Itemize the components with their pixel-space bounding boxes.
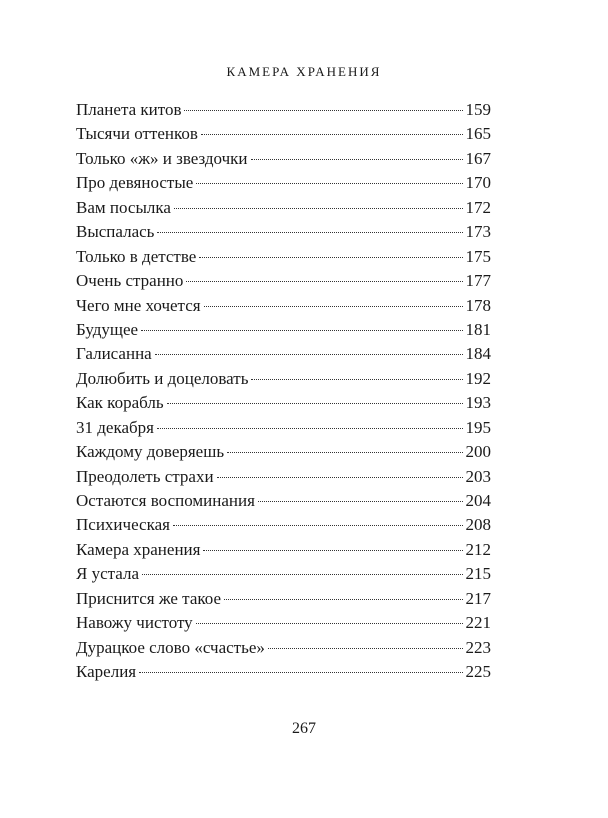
toc-entry-title: Остаются воспоминания	[76, 491, 255, 510]
dot-leader	[157, 428, 463, 429]
dot-leader	[142, 574, 463, 575]
toc-entry-page: 212	[465, 539, 491, 559]
toc-entry-page: 181	[465, 319, 491, 339]
toc-entry	[76, 122, 491, 146]
toc-entry-title: Навожу чистоту	[76, 613, 193, 633]
toc-entry	[76, 465, 491, 489]
dot-leader	[268, 648, 463, 649]
toc-entry-title: Очень странно	[76, 271, 184, 291]
toc-entry-page: 203	[465, 466, 491, 486]
toc-entry	[76, 391, 491, 415]
dot-leader	[251, 159, 463, 160]
toc-entry	[76, 367, 491, 391]
dot-leader	[224, 599, 462, 600]
table-of-contents	[76, 98, 491, 685]
dot-leader	[203, 550, 462, 551]
toc-entry-title: Вам посылка	[76, 197, 171, 217]
toc-entry	[76, 660, 491, 684]
toc-entry	[76, 611, 491, 635]
dot-leader	[199, 257, 462, 258]
toc-entry-page: 215	[465, 564, 491, 584]
toc-entry-page: 221	[465, 613, 491, 633]
toc-entry-page: 172	[465, 197, 491, 217]
toc-entry-title: Выспалась	[76, 222, 155, 242]
toc-entry	[76, 220, 491, 244]
toc-entry-title: Приснится же такое	[76, 588, 222, 608]
dot-leader	[204, 306, 463, 307]
toc-entry	[76, 416, 491, 440]
toc-entry-title: Планета китов	[76, 100, 182, 119]
toc-entry-page: 193	[465, 393, 491, 413]
toc-entry-title: Дурацкое слово «счастье»	[76, 637, 265, 657]
toc-entry	[76, 171, 491, 195]
dot-leader	[196, 183, 462, 184]
toc-entry	[76, 489, 491, 513]
toc-entry-page: 217	[465, 588, 491, 608]
toc-entry	[76, 562, 491, 586]
dot-leader	[258, 501, 463, 502]
toc-entry-title: Только «ж» и звездочки	[76, 148, 248, 168]
toc-entry-title: Как корабль	[76, 393, 164, 413]
toc-entry-page: 165	[465, 124, 491, 144]
toc-entry	[76, 636, 491, 660]
toc-entry	[76, 440, 491, 464]
dot-leader	[167, 403, 463, 404]
toc-entry-title: Про девяностые	[76, 173, 194, 193]
toc-entry-page: 167	[465, 148, 491, 168]
toc-entry	[76, 538, 491, 562]
toc-entry	[76, 342, 491, 366]
toc-entry-title: Каждому доверяешь	[76, 442, 225, 462]
toc-entry	[76, 269, 491, 293]
dot-leader	[141, 330, 462, 331]
toc-entry-page: 195	[465, 417, 491, 437]
toc-entry-page: 159	[465, 100, 491, 119]
dot-leader	[139, 672, 462, 673]
dot-leader	[196, 623, 463, 624]
toc-entry-page: 225	[465, 662, 491, 682]
toc-entry-page: 223	[465, 637, 491, 657]
toc-entry-title: Только в детстве	[76, 246, 197, 266]
toc-entry-title: Я устала	[76, 564, 139, 584]
toc-entry	[76, 294, 491, 318]
dot-leader	[157, 232, 462, 233]
toc-entry-page: 204	[465, 491, 491, 510]
toc-entry-title: Камера хранения	[76, 539, 201, 559]
toc-entry	[76, 147, 491, 171]
toc-entry-page: 192	[465, 368, 491, 388]
toc-entry-title: 31 декабря	[76, 417, 154, 437]
toc-entry-page: 184	[465, 344, 491, 364]
toc-entry	[76, 98, 491, 122]
page-number: 267	[292, 720, 316, 737]
toc-entry-page: 200	[465, 442, 491, 462]
toc-entry	[76, 587, 491, 611]
dot-leader	[174, 208, 463, 209]
toc-entry-page: 175	[465, 246, 491, 266]
toc-entry	[76, 196, 491, 220]
dot-leader	[155, 354, 463, 355]
toc-entry-page: 178	[465, 295, 491, 315]
dot-leader	[251, 379, 462, 380]
toc-entry	[76, 318, 491, 342]
toc-entry-title: Будущее	[76, 319, 139, 339]
dot-leader	[217, 477, 463, 478]
toc-entry-title: Психическая	[76, 515, 170, 535]
toc-entry-page: 173	[465, 222, 491, 242]
toc-entry-page: 170	[465, 173, 491, 193]
toc-entry-title: Чего мне хочется	[76, 295, 201, 315]
toc-entry-page: 177	[465, 271, 491, 291]
dot-leader	[201, 134, 463, 135]
dot-leader	[184, 110, 462, 111]
toc-entry-title: Карелия	[76, 662, 137, 682]
dot-leader	[227, 452, 462, 453]
toc-entry-title: Долюбить и доцеловать	[76, 368, 249, 388]
running-head: КАМЕРА ХРАНЕНИЯ	[226, 64, 382, 79]
dot-leader	[186, 281, 462, 282]
toc-entry-title: Галисанна	[76, 344, 152, 364]
toc-entry	[76, 245, 491, 269]
dot-leader	[173, 525, 463, 526]
toc-entry-title: Тысячи оттенков	[76, 124, 198, 144]
toc-entry-title: Преодолеть страхи	[76, 466, 214, 486]
toc-entry-page: 208	[465, 515, 491, 535]
toc-entry	[76, 513, 491, 537]
